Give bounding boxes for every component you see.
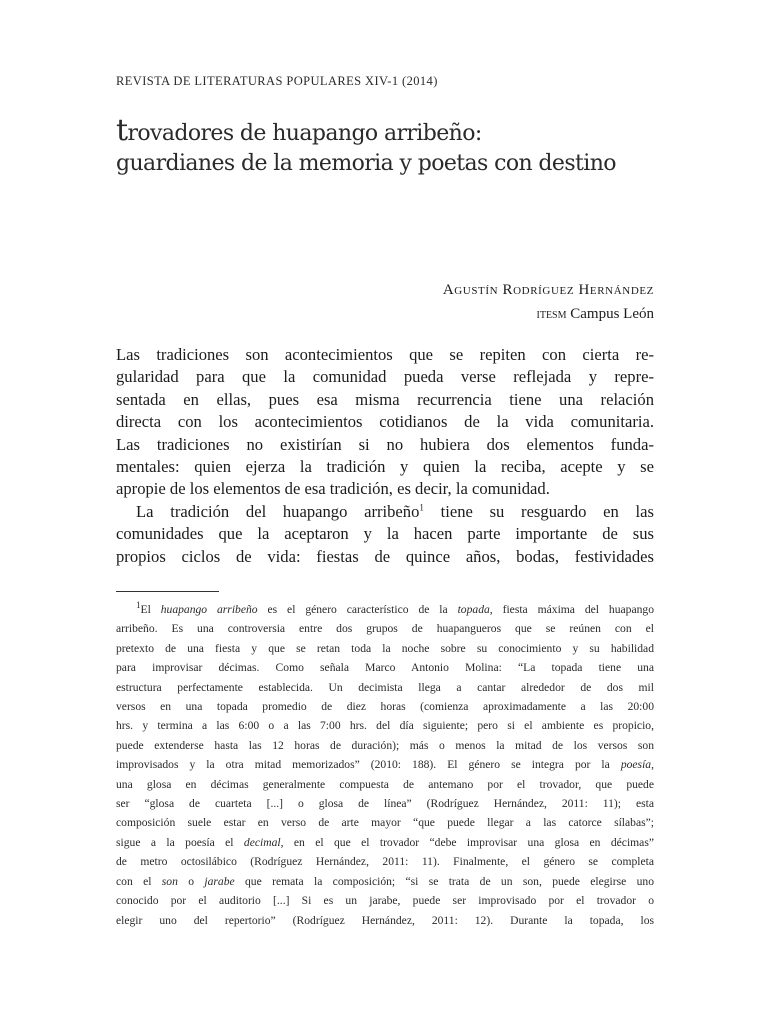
footnote-mark: 1 bbox=[136, 600, 141, 611]
footnote-line: versos en una topada promedio de diez horas (comienza aproximadamente a las 20:00 bbox=[116, 700, 654, 714]
footnote-line bbox=[116, 833, 654, 852]
footnote-line: elegir uno del repertorio” (Rodríguez Hernández, 2011: 12). Durante la topada, los bbox=[116, 913, 654, 927]
footnote-line: de metro octosilábico (Rodríguez Hernández, 2011: 11). Finalmente, el género se completa bbox=[116, 855, 654, 869]
footnote-text: improvisados y la otra mitad memorizados” (2010: 188). El género se integra por la bbox=[116, 758, 621, 772]
body-text bbox=[116, 344, 654, 568]
footnote-term: huapango arribeño bbox=[160, 603, 258, 616]
footnote-1 bbox=[116, 600, 654, 930]
body-line: propios ciclos de vida: fiestas de quince años, bodas, festividades bbox=[116, 546, 654, 566]
affiliation-campus: Campus León bbox=[566, 306, 654, 322]
title-initial: t bbox=[116, 113, 128, 148]
footnote-text: sigue a la poesía el bbox=[116, 835, 244, 849]
footnote-term: decimal bbox=[243, 835, 281, 849]
footnote-text: con el bbox=[116, 874, 162, 888]
author-block bbox=[443, 278, 654, 327]
footnote-line: arribeño. Es una controversia entre dos grupos de huapangueros que se reúnen con el bbox=[116, 622, 654, 636]
footnote-term: poesía bbox=[620, 758, 652, 772]
footnote-line: conocido por el auditorio [...] Si es un jarabe, puede ser improvisado por el trovador o bbox=[116, 894, 654, 908]
footnote-line bbox=[116, 755, 654, 774]
footnote-line: pretexto de una fiesta y que se retan toda la noche sobre su conocimiento y su habilidad bbox=[116, 641, 654, 655]
footnote-line bbox=[116, 600, 654, 619]
footnote-text: , bbox=[651, 758, 654, 772]
article-title bbox=[116, 113, 676, 179]
footnote-line: para improvisar décimas. Como señala Marco Antonio Molina: “La topada tiene una bbox=[116, 661, 654, 675]
body-line: apropie de los elementos de esa tradición, es decir, la comunidad. bbox=[116, 479, 550, 499]
body-line: directa con los acontecimientos cotidianos de la vida comunitaria. bbox=[116, 412, 654, 432]
footnote-divider bbox=[116, 591, 219, 592]
title-line-1-text: rovadores de huapango arribeño: bbox=[127, 121, 482, 146]
footnote-line: hrs. y termina a las 6:00 o a las 7:00 hrs. del día siguiente; pero si el ambiente es propicio, bbox=[116, 719, 654, 733]
paragraph-2 bbox=[116, 501, 654, 568]
body-line: Las tradiciones no existirían si no hubiera dos elementos funda- bbox=[116, 434, 654, 454]
footnote-text: El bbox=[140, 603, 161, 616]
footnote-line: composición suele estar en verso de arte mayor “que puede llegar a las catorce sílabas”; bbox=[116, 816, 654, 830]
title-line-1 bbox=[116, 113, 676, 149]
affiliation-institution: itesm bbox=[536, 307, 567, 322]
body-line: Las tradiciones son acontecimientos que se repiten con cierta re- bbox=[116, 345, 654, 364]
title-line-2: guardianes de la memoria y poetas con destino bbox=[116, 151, 616, 176]
body-line: gularidad para que la comunidad pueda verse reflejada y repre- bbox=[116, 367, 654, 387]
footnote-term: jarabe bbox=[204, 874, 235, 888]
footnote-line: puede extenderse hasta las 12 horas de duración); más o menos la mitad de los versos son bbox=[116, 738, 654, 752]
footnote-text: , fiesta máxima del huapango bbox=[489, 603, 654, 616]
footnote-term: son bbox=[161, 874, 178, 888]
footnote-text: es el género característico de la bbox=[257, 603, 458, 616]
footnote-line: ser “glosa de cuarteta [...] o glosa de línea” (Rodríguez Hernández, 2011: 11); esta bbox=[116, 797, 654, 811]
footnote-text: , en el que el trovador “debe improvisar una glosa en décimas” bbox=[280, 835, 654, 849]
body-line-text: La tradición del huapango arribeño bbox=[136, 501, 420, 521]
footnote-line: estructura perfectamente establecida. Un decimista llega a cantar alrededor de dos mil bbox=[116, 680, 654, 694]
paragraph-1 bbox=[116, 344, 654, 501]
footnote-line: una glosa en décimas generalmente compuesta de antemano por el trovador, que puede bbox=[116, 777, 654, 791]
footnote-text: o bbox=[177, 874, 205, 888]
body-line-text: tiene su resguardo en las bbox=[423, 501, 654, 521]
footnote-term: topada bbox=[457, 603, 490, 616]
body-line: mentales: quien ejerza la tradición y quien la reciba, acepte y se bbox=[116, 457, 654, 477]
footnote-text: que remata la composición; “si se trata de un son, puede elegirse uno bbox=[234, 874, 655, 888]
footnote-reference[interactable]: 1 bbox=[419, 502, 424, 513]
body-line: sentada en ellas, pues esa misma recurrencia tiene una relación bbox=[116, 389, 654, 409]
author-affiliation bbox=[443, 302, 654, 327]
journal-header: REVISTA DE LITERATURAS POPULARES XIV-1 (2014) bbox=[116, 74, 438, 88]
body-line: comunidades que la aceptaron y la hacen parte importante de sus bbox=[116, 524, 654, 544]
author-name: Agustín Rodríguez Hernández bbox=[442, 282, 654, 298]
body-line bbox=[116, 501, 654, 523]
footnote-line bbox=[116, 872, 654, 891]
